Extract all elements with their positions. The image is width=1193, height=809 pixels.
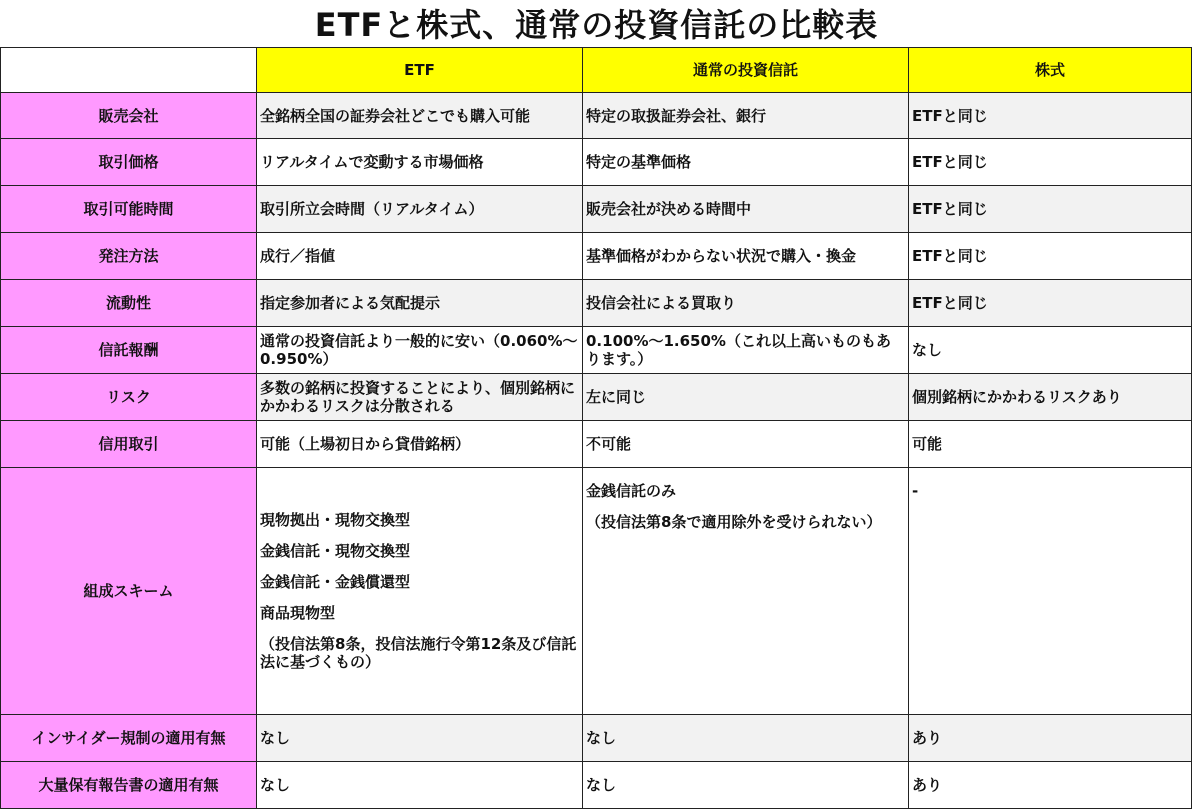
table-header-row: [1, 48, 1192, 93]
table-row: [1, 233, 1192, 280]
row-label: 発注方法: [1, 233, 257, 280]
stock-cell: あり: [909, 715, 1192, 762]
row-label: 大量保有報告書の適用有無: [1, 762, 257, 809]
table-row: [1, 139, 1192, 186]
fund-cell: 特定の基準価格: [583, 139, 909, 186]
comparison-table: [0, 47, 1192, 809]
table-row: [1, 93, 1192, 139]
fund-scheme-cell: [583, 468, 909, 715]
fund-cell: なし: [583, 715, 909, 762]
stock-cell: あり: [909, 762, 1192, 809]
scheme-item: 金銭信託・現物交換型: [260, 542, 411, 560]
fund-cell: 基準価格がわからない状況で購入・換金: [583, 233, 909, 280]
scheme-note: （投信法第8条，投信法施行令第12条及び信託法に基づくもの）: [260, 635, 577, 671]
row-label: 販売会社: [1, 93, 257, 139]
etf-cell: 多数の銘柄に投資することにより、個別銘柄にかかわるリスクは分散される: [257, 374, 583, 421]
table-row: [1, 186, 1192, 233]
etf-scheme-cell: [257, 468, 583, 715]
header-mutual-fund: 通常の投資信託: [583, 48, 909, 93]
row-label: 取引可能時間: [1, 186, 257, 233]
table-row: [1, 374, 1192, 421]
header-etf: ETF: [257, 48, 583, 93]
stock-cell: ETFと同じ: [909, 233, 1192, 280]
etf-cell: 成行／指値: [257, 233, 583, 280]
stock-cell: 可能: [909, 421, 1192, 468]
row-label: 信託報酬: [1, 327, 257, 374]
row-label: インサイダー規制の適用有無: [1, 715, 257, 762]
fund-cell: 特定の取扱証券会社、銀行: [583, 93, 909, 139]
stock-cell: ETFと同じ: [909, 139, 1192, 186]
fund-cell: 販売会社が決める時間中: [583, 186, 909, 233]
etf-cell: 可能（上場初日から貸借銘柄）: [257, 421, 583, 468]
stock-cell: ETFと同じ: [909, 93, 1192, 139]
stock-cell: ETFと同じ: [909, 186, 1192, 233]
etf-cell: 指定参加者による気配提示: [257, 280, 583, 327]
etf-cell: 通常の投資信託より一般的に安い（0.060%～0.950%）: [257, 327, 583, 374]
fund-cell: 不可能: [583, 421, 909, 468]
row-label: 組成スキーム: [1, 468, 257, 715]
fund-cell: 左に同じ: [583, 374, 909, 421]
scheme-item: 金銭信託のみ: [586, 482, 677, 500]
scheme-item: 商品現物型: [260, 604, 336, 622]
etf-cell: なし: [257, 715, 583, 762]
header-stock: 株式: [909, 48, 1192, 93]
fund-cell: なし: [583, 762, 909, 809]
table-row: [1, 762, 1192, 809]
table-row: [1, 327, 1192, 374]
table-row: [1, 715, 1192, 762]
page-title: ETFと株式、通常の投資信託の比較表: [314, 6, 879, 44]
header-blank-cell: [1, 48, 257, 93]
stock-scheme-cell: -: [909, 468, 1192, 715]
table-row: [1, 280, 1192, 327]
etf-cell: 全銘柄全国の証券会社どこでも購入可能: [257, 93, 583, 139]
row-label: 取引価格: [1, 139, 257, 186]
scheme-note: （投信法第8条で適用除外を受けられない）: [586, 513, 882, 531]
fund-cell: 0.100%～1.650%（これ以上高いものもあります。）: [583, 327, 909, 374]
stock-cell: 個別銘柄にかかわるリスクあり: [909, 374, 1192, 421]
table-row-scheme: [1, 468, 1192, 715]
stock-cell: なし: [909, 327, 1192, 374]
fund-cell: 投信会社による買取り: [583, 280, 909, 327]
table-row: [1, 421, 1192, 468]
etf-cell: 取引所立会時間（リアルタイム）: [257, 186, 583, 233]
row-label: 流動性: [1, 280, 257, 327]
etf-cell: リアルタイムで変動する市場価格: [257, 139, 583, 186]
scheme-item: 現物拠出・現物交換型: [260, 511, 411, 529]
stock-cell: ETFと同じ: [909, 280, 1192, 327]
row-label: リスク: [1, 374, 257, 421]
scheme-item: 金銭信託・金銭償還型: [260, 573, 411, 591]
row-label: 信用取引: [1, 421, 257, 468]
etf-cell: なし: [257, 762, 583, 809]
